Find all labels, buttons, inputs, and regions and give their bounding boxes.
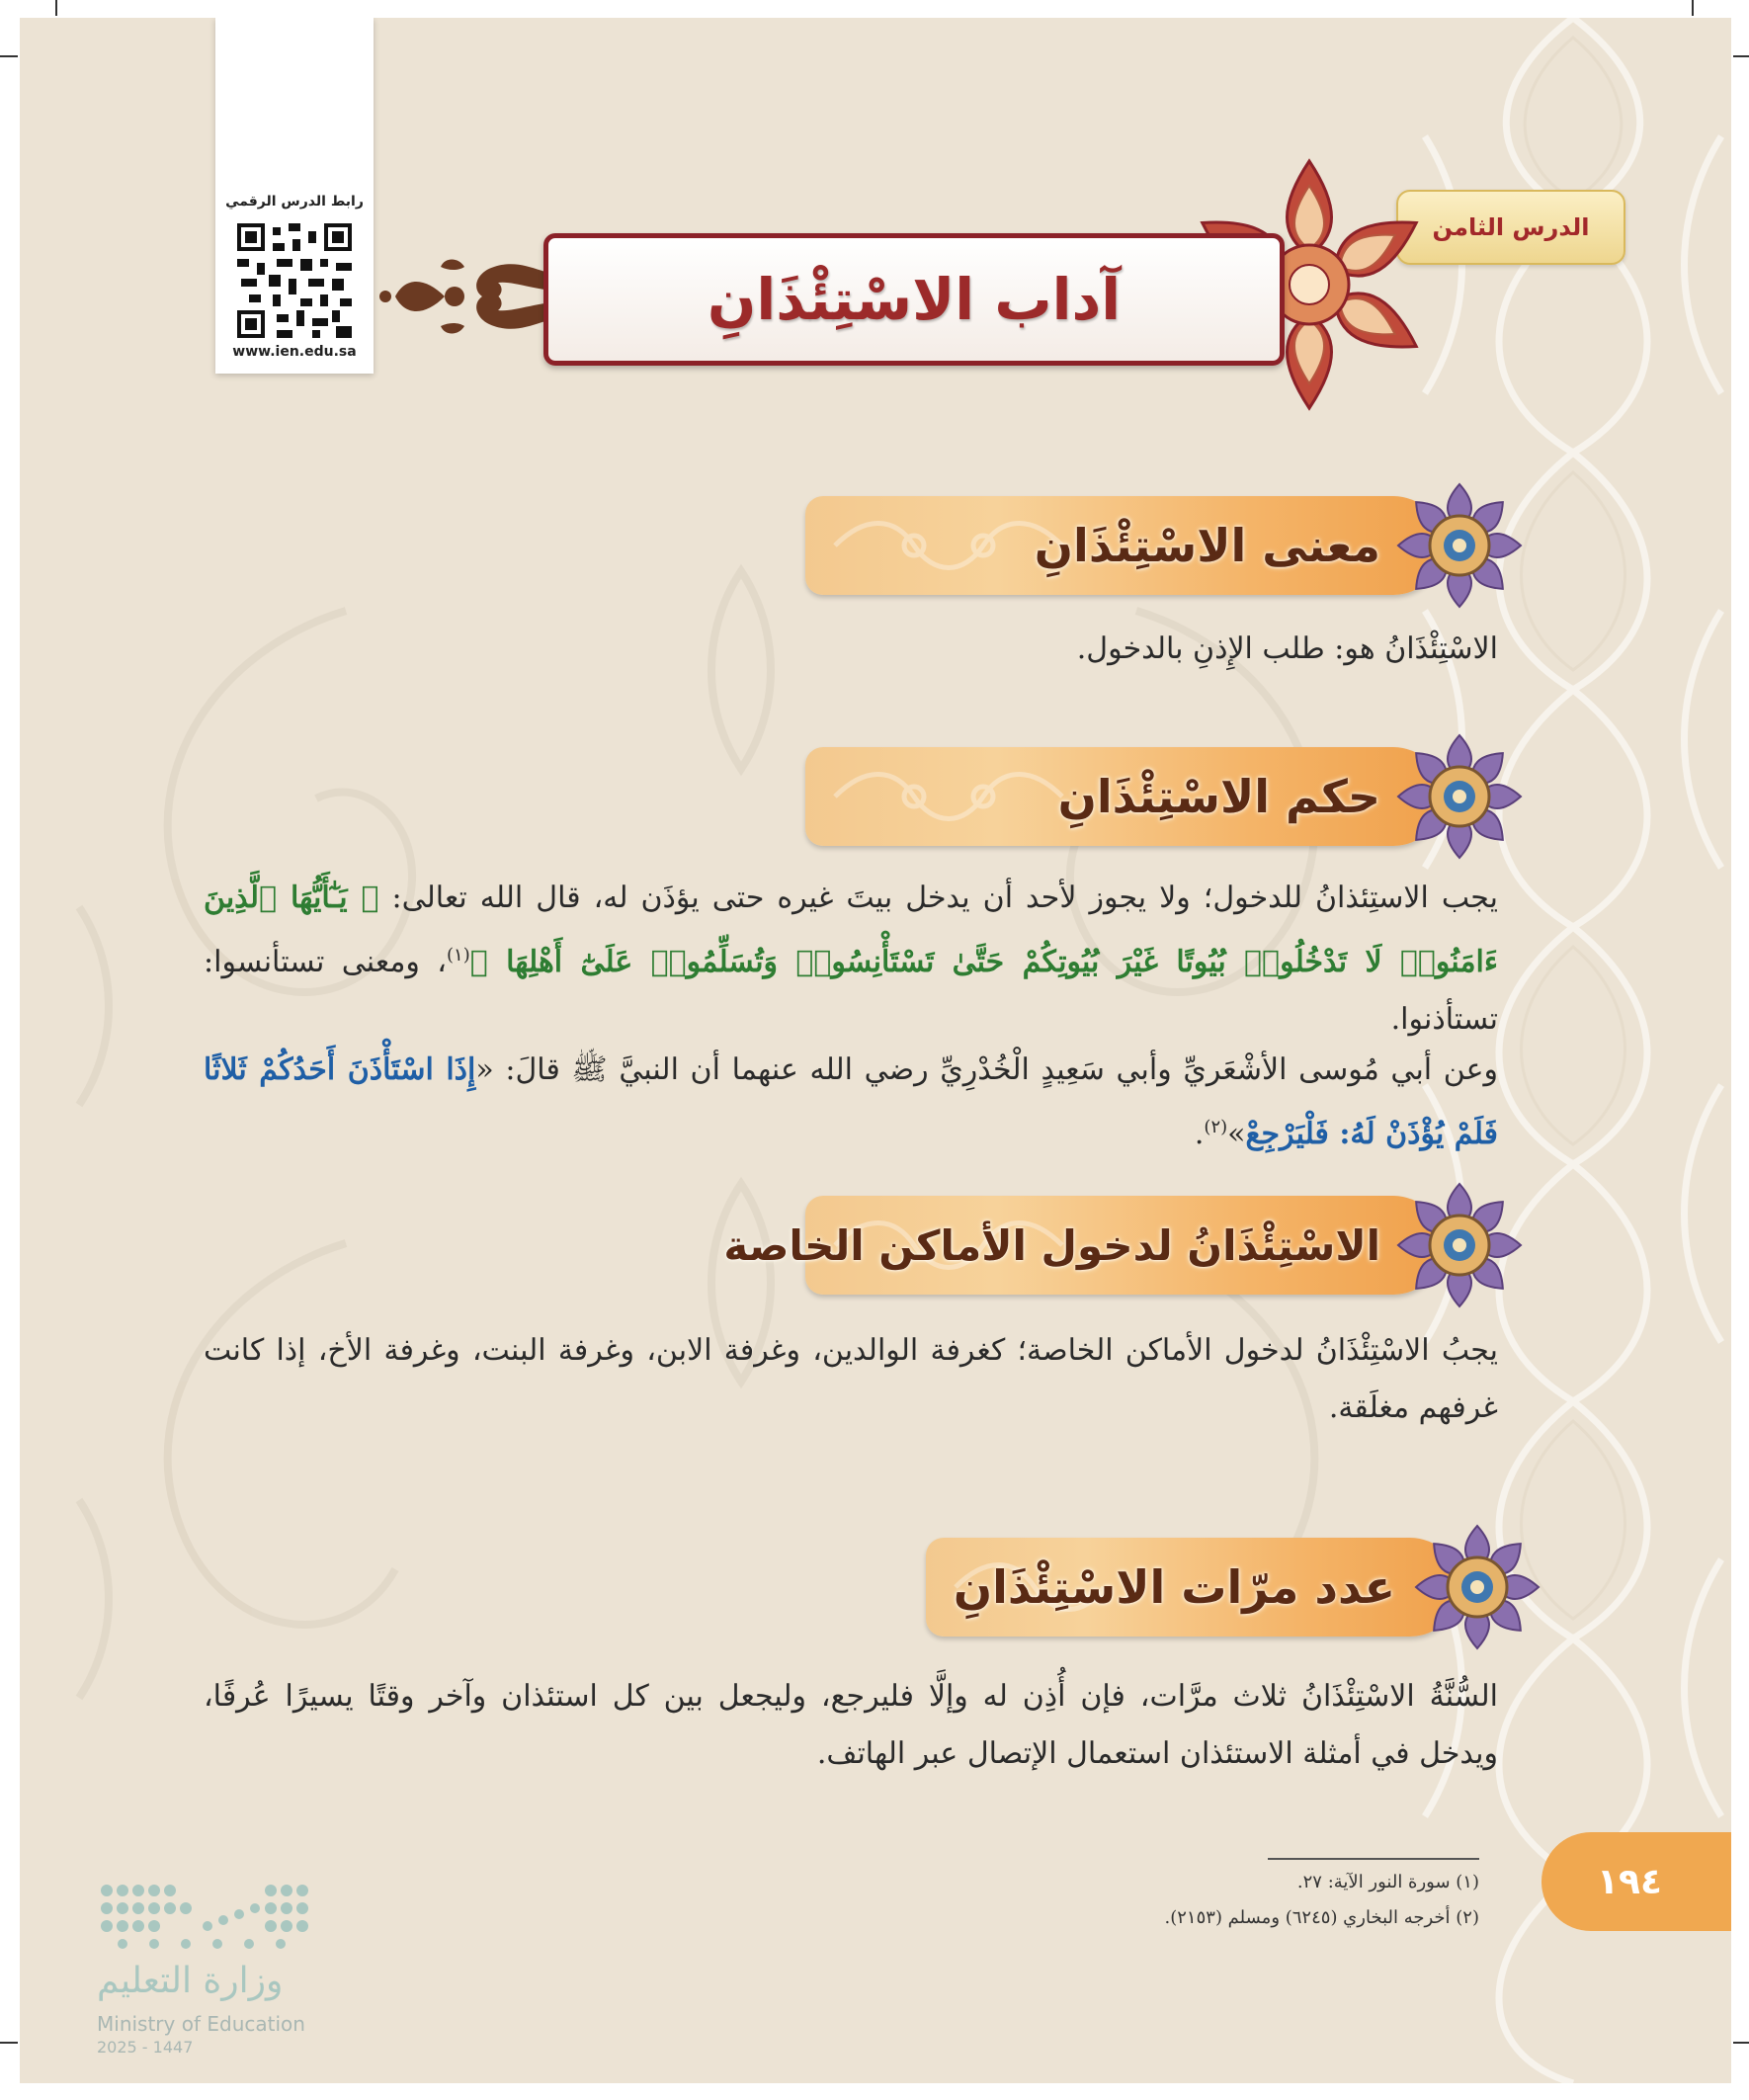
paragraph-hadith-intro: وعن أبي مُوسى الأشْعَريِّ وأبي سَعِيدٍ الْخُدْرِيِّ رضي الله عنهما أن النبيَّ ﷺ قالَ: «: [475, 1052, 1499, 1087]
ministry-year: 2025 - 1447: [97, 2038, 194, 2057]
paragraph-private-places: [204, 1322, 1498, 1437]
rosette-icon: [1413, 1523, 1541, 1651]
qr-card: [215, 18, 374, 374]
crop-mark: [0, 55, 18, 57]
textbook-page: [20, 18, 1731, 2083]
footnote-1: (١) سورة النور الآية: ٢٧.: [1296, 1872, 1479, 1892]
section-title-meaning: معنى الاسْتِئْذَانِ: [1034, 519, 1380, 572]
section-title-private-places: الاسْتِئْذَانُ لدخول الأماكن الخاصة: [723, 1220, 1380, 1270]
hadith-end: .: [1194, 1117, 1205, 1151]
paragraph-hadith: [204, 1042, 1498, 1163]
qr-url[interactable]: www.ien.edu.sa: [232, 344, 357, 360]
ministry-name-arabic: وزارة التعليم: [97, 1961, 284, 2001]
paragraph-ruling: [204, 870, 1498, 1049]
paragraph-private-places-text: يجبُ الاسْتِئْذَانُ لدخول الأماكن الخاصة؛ كغرفة الوالدين، وغرفة الابن، وغرفة البنت، وغرفة الأخ، إذا كانت غرفهم مغلَقة.: [204, 1333, 1498, 1425]
crop-mark: [0, 2042, 18, 2044]
paragraph-ruling-meaning: ، ومعنى تستأنسوا: تستأذنوا.: [204, 945, 1498, 1037]
quran-verse: ﴿ يَـٰٓأَيُّهَا ٱلَّذِينَ ءَامَنُوا۟ لَا تَدْخُلُوا۟ بُيُوتًا غَيْرَ بُيُوتِكُمْ حَتَّىٰ تَسْتَأْنِسُوا۟ وَتُسَلِّمُوا۟ عَلَىٰٓ أَهْلِهَا ﴾: [204, 881, 1498, 979]
hadith-close-quote: »: [1227, 1117, 1246, 1151]
page-number-tab: [1541, 1832, 1731, 1931]
wave-pattern-icon: [825, 757, 1082, 836]
qr-label: رابط الدرس الرقمي: [225, 194, 364, 210]
paragraph-count-text: السُّنَّةُ الاسْتِئْذَانُ ثلاث مرَّات، فإن أُذِن له وإلَّا فليرجع، وليجعل بين كل استئذان وآخر وقتًا يسيرًا عُرفًا، ويدخل في أمثلة الاستئذان استعمال الإتصال عبر الهاتف.: [204, 1679, 1498, 1771]
paragraph-meaning: [213, 621, 1498, 678]
rosette-icon: [1395, 481, 1524, 610]
paragraph-ruling-intro: يجب الاستِئذانُ للدخول؛ ولا يجوز لأحد أن يدخل بيتَ غيره حتى يؤذَن له، قال الله تعالى:: [378, 881, 1498, 915]
ministry-name-english: Ministry of Education: [97, 2012, 305, 2036]
footnote-2: (٢) أخرجه البخاري (٦٢٤٥) ومسلم (٢١٥٣).: [1164, 1907, 1479, 1928]
rosette-icon: [1395, 732, 1524, 861]
lesson-title: آداب الاسْتِئْذَانِ: [707, 266, 1122, 333]
ministry-logo-icon: [97, 1881, 314, 1962]
footnote-ref-2[interactable]: (٢): [1204, 1117, 1228, 1137]
paragraph-meaning-text: الاسْتِئْذَانُ هو: طلب الإِذنِ بالدخول.: [1076, 631, 1498, 666]
lesson-badge-label: الدرس الثامن: [1432, 213, 1590, 241]
page-number: ١٩٤: [1597, 1861, 1662, 1902]
rosette-icon: [1395, 1181, 1524, 1309]
qr-code-icon[interactable]: [237, 223, 352, 338]
crop-mark: [55, 0, 57, 16]
paragraph-count: [204, 1668, 1498, 1783]
footnote-ref-1[interactable]: (١): [447, 945, 470, 966]
crop-mark: [1733, 55, 1749, 57]
hadith-text: إِذَا اسْتَأْذَنَ أَحَدُكُمْ ثَلاثًا فَلَمْ يُؤْذَنْ لَهُ: فَلْيَرْجِعْ: [204, 1052, 1498, 1151]
section-title-ruling: حكم الاسْتِئْذَانِ: [1057, 770, 1380, 823]
footnote-divider: [1268, 1858, 1479, 1860]
lesson-title-box: [543, 233, 1285, 366]
section-title-count: عدد مرّات الاسْتِئْذَانِ: [953, 1560, 1395, 1614]
crop-mark: [1692, 0, 1694, 16]
crop-mark: [1733, 2042, 1749, 2044]
